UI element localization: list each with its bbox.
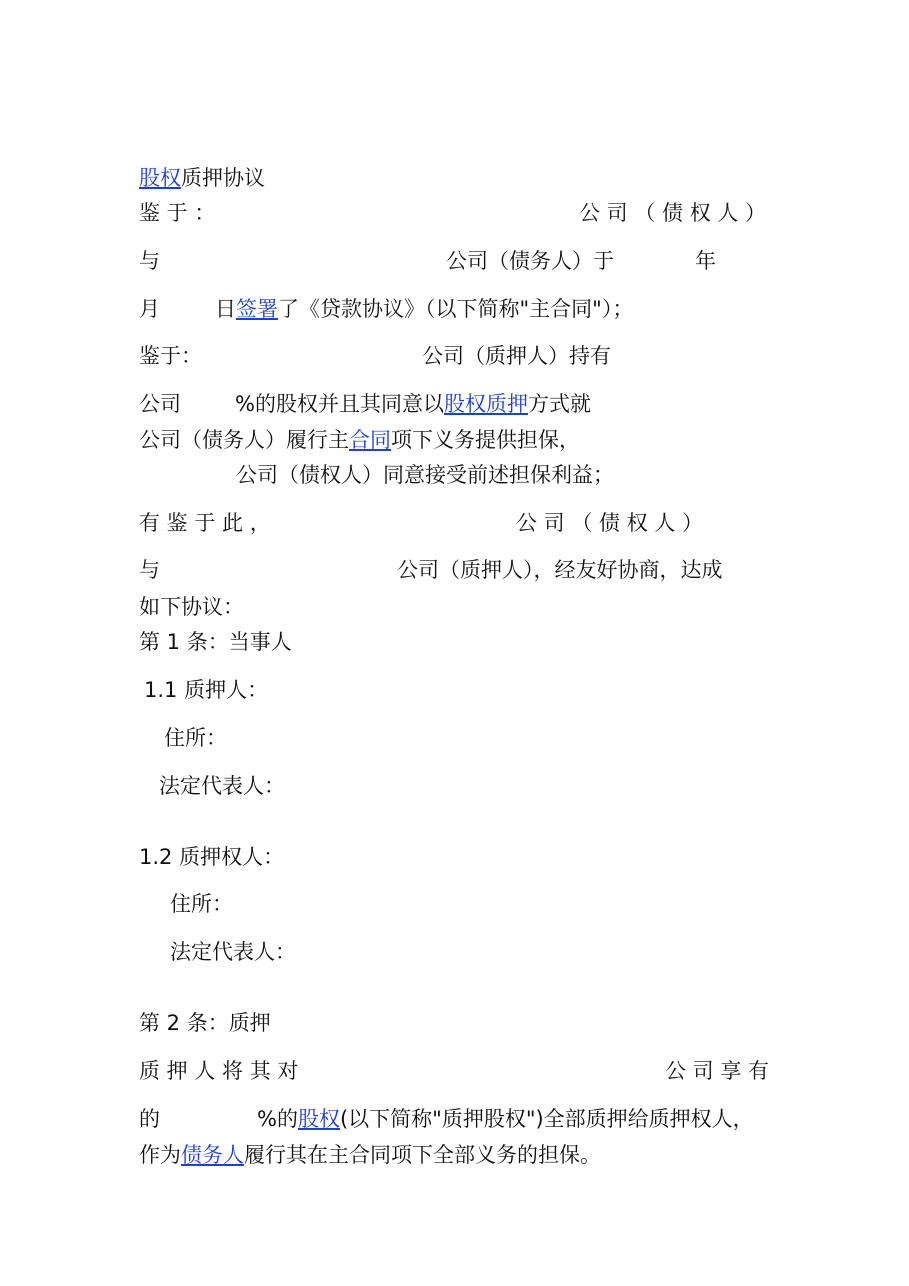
loan-agreement-text: 了《贷款协议》（以下简称"主合同"）；: [278, 297, 634, 321]
article-1-heading: 第 1 条：当事人: [139, 630, 292, 654]
article-2-heading: 第 2 条：质押: [139, 1011, 271, 1035]
equity-pledge-link[interactable]: 股权质押: [443, 392, 528, 416]
article-2-line-2: [139, 1105, 779, 1133]
contract-link[interactable]: 合同: [349, 428, 391, 452]
pledgor-label: 1.1 质押人：: [144, 678, 269, 702]
pledgee-label: 1.2 质押权人：: [139, 845, 285, 869]
creditor-party: 公 司 （ 债 权 人 ）: [579, 201, 767, 225]
recital-line-1: [139, 199, 779, 227]
pledgor-consult: 公司（质押人），经友好协商，达成: [397, 558, 723, 582]
method-text: 方式就: [527, 392, 591, 416]
whereas-text: 有 鉴 于 此 ，: [139, 511, 271, 535]
pledgee-representative: 法定代表人：: [170, 940, 296, 964]
equity-link-2[interactable]: 股权: [297, 1107, 340, 1131]
equity-link[interactable]: 股权: [139, 166, 181, 190]
agreement-intro: 如下协议：: [139, 595, 244, 619]
pledged-equity-text: (以下简称"质押股权")全部质押给质押权人，: [339, 1107, 754, 1131]
creditor-accepts: 公司（债权人）同意接受前述担保利益；: [236, 463, 614, 487]
text-and: 与: [139, 249, 160, 273]
text-year: 年: [695, 249, 716, 273]
debtor-party: 公司（债务人）于: [446, 249, 614, 273]
recital-line-4: [139, 342, 779, 370]
text-as: 作为: [139, 1143, 181, 1167]
article-2-line-1: [139, 1057, 779, 1085]
recital-line-3: [139, 295, 779, 323]
pledgee-address: 住所：: [170, 892, 233, 916]
equity-percent-text: %的股权并且其同意以: [235, 392, 444, 416]
pledgor-towards: 质 押 人 将 其 对: [139, 1059, 299, 1083]
pledgor-representative: 法定代表人：: [159, 774, 285, 798]
recital-prefix-2: 鉴于：: [139, 344, 202, 368]
pledgor-holds: 公司（质押人）持有: [422, 344, 611, 368]
company-owns: 公 司 享 有: [665, 1059, 770, 1083]
recital-line-5: [139, 390, 779, 418]
article-2-line-3: [139, 1141, 779, 1169]
recital-line-6: [139, 426, 779, 454]
debtor-link[interactable]: 债务人: [181, 1143, 244, 1167]
title-text: 质押协议: [181, 166, 265, 190]
recital-line-9: [139, 556, 779, 584]
pledgor-address: 住所：: [164, 726, 227, 750]
text-and-2: 与: [139, 558, 160, 582]
debtor-performance-text: 公司（债务人）履行主: [139, 428, 349, 452]
text-day: 日: [215, 297, 236, 321]
text-month: 月: [139, 297, 160, 321]
text-company: 公司: [139, 392, 181, 416]
recital-line-8: [139, 509, 779, 537]
text-of: 的: [139, 1107, 160, 1131]
document-title: [139, 164, 779, 192]
percent-text: %的: [257, 1107, 298, 1131]
recital-line-10: [139, 593, 779, 621]
recital-prefix: 鉴 于 ：: [139, 201, 216, 225]
obligation-text: 履行其在主合同项下全部义务的担保。: [244, 1143, 601, 1167]
recital-line-2: [139, 247, 779, 275]
creditor-party-2: 公 司 （ 债 权 人 ）: [516, 511, 704, 535]
sign-link[interactable]: 签署: [236, 297, 278, 321]
guarantee-text: 项下义务提供担保，: [391, 428, 580, 452]
